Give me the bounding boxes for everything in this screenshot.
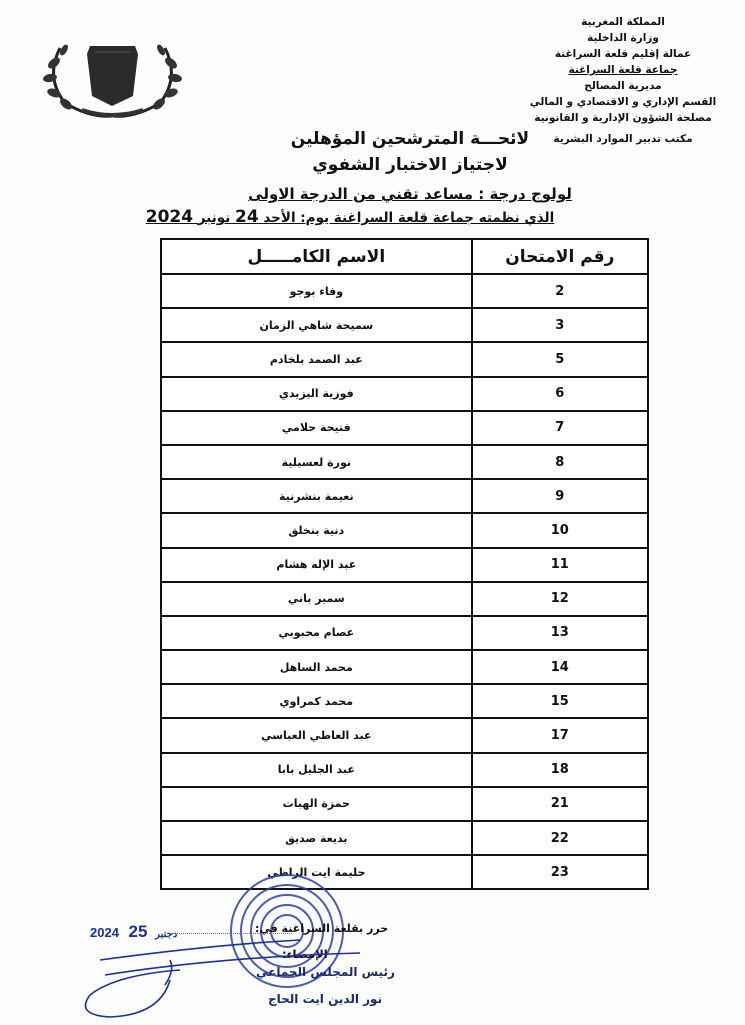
header-line-commune: جماعة قلعة السراغنة <box>568 64 678 76</box>
table-row <box>161 753 648 787</box>
table-row <box>161 650 648 684</box>
title-oral-exam: لاجتياز الاختبار الشفوي <box>312 155 508 175</box>
exam-number-cell: 9 <box>472 479 648 513</box>
full-name-cell: نورة لعسيلية <box>161 445 472 479</box>
table-row <box>161 718 648 752</box>
full-name-cell: نعيمة بنشرنية <box>161 479 472 513</box>
exam-date-text: الذي نظمته جماعة قلعة السراغنة يوم: الأحد <box>263 210 555 226</box>
title-exam-date <box>90 206 610 229</box>
signature-label: الإمضاء: <box>282 947 328 961</box>
date-year: 2024 <box>90 925 119 940</box>
candidates-table <box>160 238 649 890</box>
date-day: 25 <box>128 922 148 941</box>
header-line-ministry: وزارة الداخلية <box>587 32 659 44</box>
table-row <box>161 548 648 582</box>
exam-number-cell: 11 <box>472 548 648 582</box>
exam-number-cell: 8 <box>472 445 648 479</box>
header-line-office: مكتب تدبير الموارد البشرية <box>553 133 693 145</box>
signer-title: رئيس المجلس الجماعي <box>256 965 395 979</box>
full-name-cell: عبد الإله هشام <box>161 548 472 582</box>
full-name-cell: محمد كمراوي <box>161 684 472 718</box>
table-row <box>161 821 648 855</box>
full-name-cell: عبد العاطي العباسي <box>161 718 472 752</box>
header-exam-number: رقم الامتحان <box>472 239 648 274</box>
table-row <box>161 308 648 342</box>
exam-number-cell: 22 <box>472 821 648 855</box>
table-row <box>161 342 648 376</box>
full-name-cell: محمد الساهل <box>161 650 472 684</box>
exam-number-cell: 10 <box>472 513 648 547</box>
full-name-cell: فوزية اليزيدي <box>161 377 472 411</box>
exam-number-cell: 15 <box>472 684 648 718</box>
exam-number-cell: 18 <box>472 753 648 787</box>
exam-number-cell: 3 <box>472 308 648 342</box>
table-row <box>161 787 648 821</box>
table-row <box>161 479 648 513</box>
exam-number-cell: 13 <box>472 616 648 650</box>
header-line-prefecture: عمالة إقليم قلعة السراغنة <box>554 48 692 60</box>
full-name-cell: عبد الجليل بابا <box>161 753 472 787</box>
exam-number-cell: 7 <box>472 411 648 445</box>
full-name-cell: بديعة صديق <box>161 821 472 855</box>
full-name-cell: سميحة شاهي الزمان <box>161 308 472 342</box>
exam-date-year: 2024 <box>145 207 194 227</box>
header-full-name: الاسم الكامـــــل <box>161 239 472 274</box>
exam-number-cell: 6 <box>472 377 648 411</box>
full-name-cell: فتيحة حلامي <box>161 411 472 445</box>
handwritten-signature <box>60 935 400 1025</box>
exam-number-cell: 23 <box>472 855 648 889</box>
exam-date-month: نونبر <box>197 210 231 226</box>
header-line-service: مصلحة الشؤون الإدارية و القانونية <box>534 112 712 124</box>
table-row <box>161 445 648 479</box>
exam-number-cell: 2 <box>472 274 648 308</box>
title-grade: لولوج درجة : مساعد تقني من الدرجة الاولى <box>248 185 572 203</box>
header-line-directorate: مديرية المصالح <box>584 80 662 92</box>
full-name-cell: سمير باني <box>161 582 472 616</box>
header-line-division: القسم الإداري و الاقتصادي و المالي <box>529 96 717 108</box>
table-row <box>161 616 648 650</box>
table-row <box>161 684 648 718</box>
full-name-cell: حليمة ايت الراظي <box>161 855 472 889</box>
table-row <box>161 513 648 547</box>
written-at-label: حرر بقلعة السراغنة في: <box>255 922 389 935</box>
exam-date-day: 24 <box>235 207 259 227</box>
header-line-kingdom: المملكة المغربية <box>581 16 665 28</box>
signer-name: نور الدين ايت الحاج <box>268 992 383 1006</box>
document-titles <box>145 126 670 229</box>
full-name-cell: حمزة الهبات <box>161 787 472 821</box>
exam-number-cell: 12 <box>472 582 648 616</box>
exam-number-cell: 14 <box>472 650 648 684</box>
date-dotted-line <box>172 933 292 934</box>
table-row <box>161 377 648 411</box>
full-name-cell: عصام محبوبي <box>161 616 472 650</box>
title-list: لائحـــة المترشحين المؤهلين <box>290 129 530 149</box>
date-month: دجنبر <box>155 929 178 940</box>
full-name-cell: وفاء بوجو <box>161 274 472 308</box>
full-name-cell: عبد الصمد بلخادم <box>161 342 472 376</box>
exam-number-cell: 5 <box>472 342 648 376</box>
coat-of-arms-emblem <box>40 18 185 123</box>
table-row <box>161 274 648 308</box>
exam-number-cell: 17 <box>472 718 648 752</box>
table-header-row <box>161 239 648 274</box>
full-name-cell: دنية بنخلق <box>161 513 472 547</box>
table-row <box>161 582 648 616</box>
exam-number-cell: 21 <box>472 787 648 821</box>
table-row <box>161 411 648 445</box>
